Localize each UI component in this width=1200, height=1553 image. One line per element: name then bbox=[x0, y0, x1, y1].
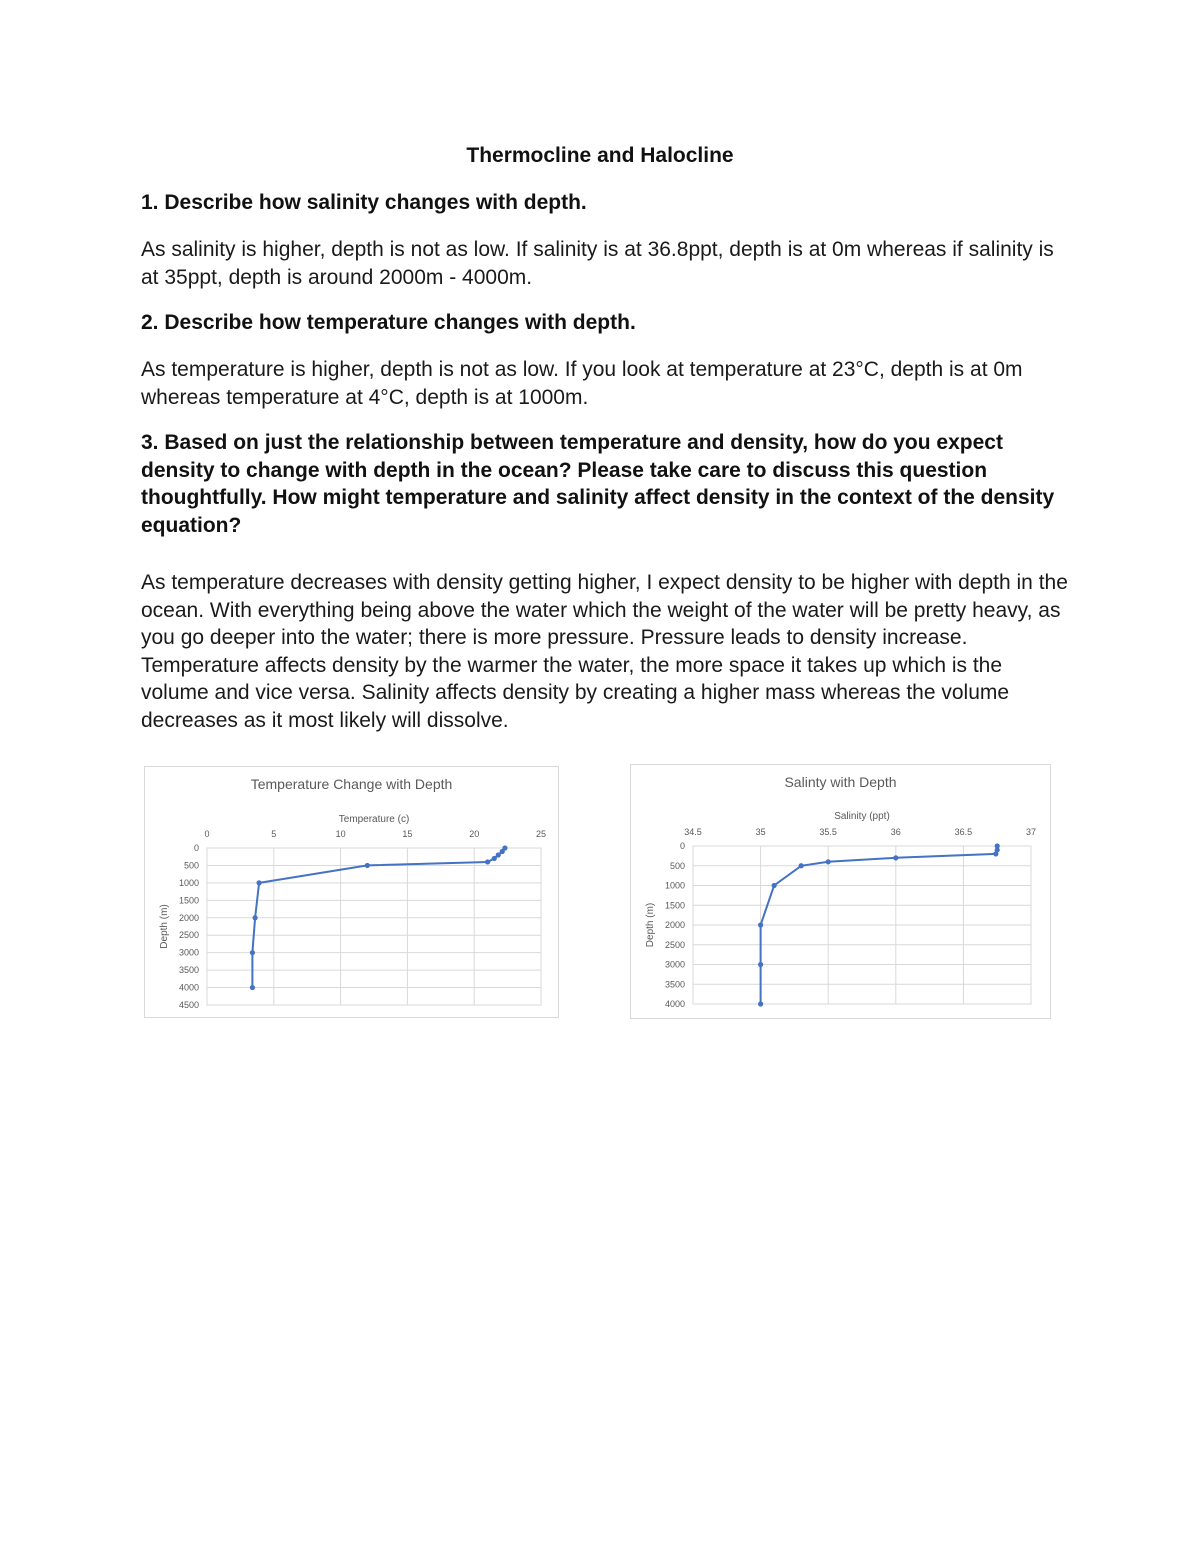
data-point bbox=[799, 863, 804, 868]
data-point bbox=[365, 863, 370, 868]
x-tick-label: 34.5 bbox=[684, 827, 702, 837]
answer-1-section bbox=[141, 236, 1071, 291]
y-tick-label: 500 bbox=[669, 860, 685, 871]
answer-2: As temperature is higher, depth is not as low. If you look at temperature at 23°C, depth is at 0m whereas temperature at 4°C, depth is at 1000m. bbox=[141, 358, 1023, 409]
y-tick-label: 4000 bbox=[178, 982, 199, 993]
answer-3-section bbox=[141, 569, 1071, 734]
data-point bbox=[250, 950, 255, 955]
chart-title: Salinty with Depth bbox=[784, 774, 897, 790]
x-tick-label: 25 bbox=[535, 829, 547, 839]
question-3-section bbox=[141, 429, 1071, 539]
y-tick-label: 1500 bbox=[178, 895, 199, 906]
data-point bbox=[492, 856, 497, 861]
question-1-section bbox=[141, 189, 1071, 217]
question-3: 3. Based on just the relationship between temperature and density, how do you expect density to change with depth in the ocean? Please take care to discuss this question thoughtfully. How might temperature and salinity affect density in the context of the density equation? bbox=[141, 431, 1055, 537]
data-point bbox=[826, 859, 831, 864]
chart-title: Temperature Change with Depth bbox=[250, 776, 453, 792]
y-tick-label: 2000 bbox=[178, 912, 199, 923]
data-point bbox=[993, 851, 998, 856]
answer-1: As salinity is higher, depth is not as low. If salinity is at 36.8ppt, depth is at 0m whereas if salinity is at 35ppt, depth is around 2000m - 4000m. bbox=[141, 238, 1054, 289]
y-tick-label: 1000 bbox=[178, 877, 199, 888]
x-tick-label: 36 bbox=[890, 827, 901, 837]
x-axis-label: Salinity (ppt) bbox=[834, 811, 890, 822]
temperature-chart-frame bbox=[144, 766, 559, 1018]
data-point bbox=[758, 922, 763, 927]
y-axis-label: Depth (m) bbox=[645, 902, 656, 948]
y-tick-label: 3500 bbox=[664, 979, 685, 990]
x-tick-label: 10 bbox=[335, 829, 346, 839]
question-2: 2. Describe how temperature changes with depth. bbox=[141, 311, 636, 334]
data-point bbox=[257, 880, 262, 885]
data-point bbox=[500, 849, 505, 854]
y-tick-label: 4000 bbox=[664, 999, 685, 1009]
data-point bbox=[758, 1001, 763, 1006]
data-point bbox=[772, 883, 777, 888]
y-tick-label: 0 bbox=[193, 843, 199, 853]
y-tick-label: 0 bbox=[679, 841, 685, 851]
y-tick-label: 3000 bbox=[178, 947, 199, 958]
question-1: 1. Describe how salinity changes with depth. bbox=[141, 191, 587, 214]
x-tick-label: 36.5 bbox=[954, 827, 973, 837]
x-axis-label: Temperature (c) bbox=[338, 814, 410, 825]
salinity-depth-chart bbox=[631, 765, 1050, 1018]
y-tick-label: 3500 bbox=[178, 965, 199, 976]
y-tick-label: 2500 bbox=[664, 939, 685, 950]
y-tick-label: 2500 bbox=[178, 930, 199, 941]
data-point bbox=[893, 855, 898, 860]
y-tick-label: 1500 bbox=[664, 900, 685, 911]
question-2-section bbox=[141, 309, 1071, 337]
y-tick-label: 500 bbox=[183, 860, 199, 871]
plot-area bbox=[207, 848, 541, 1005]
salinity-chart-frame bbox=[630, 764, 1051, 1019]
y-tick-label: 2000 bbox=[664, 920, 685, 930]
data-point bbox=[250, 985, 255, 990]
y-axis-label: Depth (m) bbox=[159, 904, 170, 949]
data-point bbox=[485, 859, 490, 864]
y-tick-label: 1000 bbox=[664, 880, 685, 891]
x-tick-label: 20 bbox=[469, 829, 480, 839]
document-title: Thermocline and Halocline bbox=[466, 144, 734, 167]
x-tick-label: 37 bbox=[1025, 827, 1037, 837]
x-tick-label: 35.5 bbox=[819, 827, 837, 837]
answer-3: As temperature decreases with density getting higher, I expect density to be higher with depth in the ocean. With everything being above the water which the weight of the water will be pretty heavy, as you go deeper into the water; there is more pressure. Pressure leads to density increase. Temperature affects density by the warmer the water, the more space it takes up which is the volume and vice versa. Salinity affects density by creating a higher mass whereas the volume decreases as it most likely will dissolve. bbox=[141, 571, 1068, 732]
x-tick-label: 0 bbox=[204, 829, 210, 839]
temperature-depth-chart bbox=[145, 767, 558, 1017]
x-tick-label: 15 bbox=[402, 829, 413, 839]
x-tick-label: 5 bbox=[271, 829, 277, 839]
answer-2-section bbox=[141, 356, 1071, 411]
data-point bbox=[496, 852, 501, 857]
y-tick-label: 4500 bbox=[178, 1000, 199, 1010]
data-point bbox=[758, 962, 763, 967]
y-tick-label: 3000 bbox=[664, 959, 685, 970]
data-point bbox=[252, 915, 257, 920]
x-tick-label: 35 bbox=[755, 827, 766, 837]
